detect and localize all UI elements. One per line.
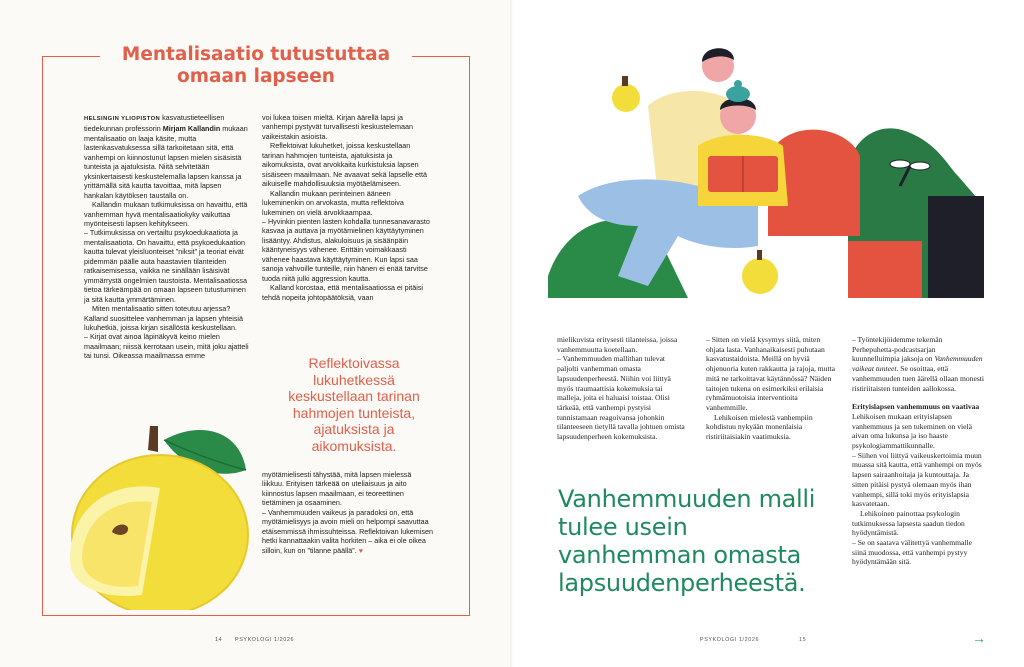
- pull-quote: Reflektoivassa lukuhetkessä keskustellaan tarinan hahmojen tunteista, ajatuksista ja aikomuksista.: [288, 355, 420, 454]
- title-line-1: Mentalisaatio tutustuttaa: [121, 44, 391, 65]
- title-line-2: omaan lapseen: [177, 66, 335, 87]
- left-column-2: [262, 113, 434, 302]
- right-column-3: [852, 335, 984, 567]
- paragraph: – Hyvinkin pienten lasten kohdalla tunnesanavarasto kasvaa ja auttava ja myötämielinen käyttäytyminen lisääntyy. Ahdistus, alakuloisuus ja sisäänpäin kääntyneisyys vähenee. Erittäin voimakkaasti vähenee haastava käyttäytyminen. Kun lapsi saa sanoja vahvoille tunteille, niin hänen ei enää tarvitse tuoda niitä julki aggression kautta.: [262, 216, 430, 283]
- page-gutter: [510, 0, 514, 667]
- paragraph: – Sitten on vielä kysymys siitä, miten ohjata lasta. Vanhanaikaisesti puhutaan kasvatustaidoista. Meillä on hyviä ohjenuoria kuten rakkautta ja rajoja, mutta mitä ne tarkoittavat käytännössä? Näiden taitojen tukena on esimerkiksi erilaisia ryhmämuotoisia interventioita vanhemmille.: [706, 335, 836, 412]
- folio-number-right: 15: [799, 637, 807, 643]
- left-column-3: [262, 470, 434, 555]
- lead-text: kasvatustieteellisen tiedekunnan professorin: [84, 113, 225, 134]
- paragraph: – Siihen voi liittyä vaikeuskertoimia muun muassa sitä kautta, että vanhempi on myös lapsen sairaanhoitaja ja kuntouttaja. Ja sitten pitäisi pystyä olemaan myös ihan vanhempi, sillä toki myös erityislapsia kasvatetaan.: [852, 450, 982, 509]
- paragraph: – Se on saatava välitettyä vanhemmalle siinä muodossa, että vanhempi pystyy hyödyntämään sitä.: [852, 538, 972, 567]
- reading-family-illustration: [548, 36, 988, 306]
- folio-title-left: PSYKOLOGI 1/2026: [235, 637, 295, 643]
- lead-text-end: mukaan mentalisaatio on laaja käsite, mutta lastenkasvatuksessa sillä tarkoitetaan sitä, että vanhempi on kiinnostunut lapsen mielen sisäsistä tunteista ja ajatuksista. Niitä selvitetään yksinkertaisesti keskustelemalla lapsen kanssa ja yrittämällä sitä kautta tavoittaa, mitä lapsen hankalan käytöksen taustalla on.: [84, 124, 248, 200]
- subheading: Erityislapsen vanhemmuus on vaativaa: [852, 402, 980, 412]
- big-pull-quote: Vanhemmuuden malli tulee usein vanhemman omasta lapsuudenperheestä.: [558, 485, 816, 597]
- paragraph: myötämielisesti tähystää, mitä lapsen mielessä liikkuu. Erityisen tärkeää on uteliaisuus ja aito kiinnostus lapsen maailmaan, ei teoreettinen tietäminen ja osaaminen.: [262, 470, 412, 508]
- apple-icon: [742, 258, 778, 294]
- arrow-right-icon[interactable]: →: [972, 630, 986, 646]
- paragraph: [262, 508, 434, 555]
- paragraph: Lehikoisen mukaan erityislapsen vanhemmuus ja sen tukeminen on vielä aivan oma lukunsa ja iso haaste psykologiammattikunnalle.: [852, 411, 972, 451]
- folio-title-right: PSYKOLOGI 1/2026: [700, 637, 760, 643]
- paragraph: Kallandin mukaan tutkimuksissa on havaittu, että vanhemman hyvä mentalisaatiokyky vaikuttaa myönteisesti lapsen kehitykseen.: [84, 200, 248, 228]
- paragraph: [84, 113, 249, 200]
- paragraph: Miten mentalisaatio sitten toteutuu arjessa? Kalland suosittelee vanhemman ja lapsen yhteisiä lukuhetkiä, joissa kirjan sisällöstä keskustellaan.: [84, 304, 244, 332]
- right-column-2: [706, 335, 836, 442]
- paragraph: Lehikoisen mielestä vanhempiin kohdistuu nykyään monenlaisia ristiriitaisiakin vaatimuksia.: [706, 412, 813, 442]
- right-column-1: [557, 335, 687, 442]
- sidebar-box-title: [100, 44, 412, 88]
- paragraph: Lehikoinen painottaa psykologin tutkimuksessa lapsesta saadun tiedon hyödyntämistä.: [852, 508, 965, 538]
- paragraph: – Tutkimuksissa on vertailtu psykoedukaatiota ja mentalisaatiota. On havaittu, että psykoedukaation kautta tulevat yleisluonteiset ”niksit” ja teoriat eivät pidemmän päälle auta haastavien tilanteiden ratkaisemisessa, vaikka ne sinällään lisäisivät ymmärrystä ongelmien taustoista. Mentalisaatiossa tietoa tärkeämpää on omaan lapseen tutustuminen ja sitä kautta ymmärtäminen.: [84, 228, 247, 304]
- paragraph: voi lukea toisen mieltä. Kirjan äärellä lapsi ja vanhempi pystyvät turvallisesti keskustelemaan vaikeistakin asioista.: [262, 113, 414, 141]
- paragraph: Reflektoivat lukuhetket, joissa keskustellaan tarinan hahmojen tunteista, ajatuksista ja aikomuksista, ovat arvokkaita kurkistuksia lapsen sisäiseen maailmaan. Ne avaavat sekä lapselle että aikuiselle mahdollisuuksia myötäelämiseen.: [262, 141, 428, 189]
- paragraph: Kalland korostaa, että mentalisaatiossa ei pitäisi tehdä nopeita johtopäätöksiä, vaan: [262, 283, 424, 302]
- paragraph: [852, 335, 984, 393]
- lemon-illustration: [50, 410, 250, 610]
- lead-caps: HELSINGIN YLIOPISTON: [84, 116, 161, 122]
- podcast-episode-title: Vanhemmuuden vaikeat tunteet: [852, 354, 983, 374]
- paragraph: – Kirjat ovat ainoa läpinäkyvä keino mielen maailmaan; niissä kerrotaan usein, mitä joku ajatteli tai tunsi. Oikeassa maailmassa emme: [84, 332, 249, 361]
- paragraph-text: – Vanhemmuuden vaikeus ja paradoksi on, että myötämielisyys ja avoin mieli on helpompi saavuttaa etäisemmissä ihmissuhteissa. Reflektoivan lukemisen hetki kannattaakin valita horkiten – aika ei ole oikea silloin, kun on ”tilanne päällä”.: [262, 507, 433, 555]
- person-name: Mirjam Kallandin: [162, 124, 221, 134]
- left-column-1: [84, 113, 249, 361]
- paragraph-text: . Se osoittaa, että vanhemmuuden tuen äärellä ollaan monesti ristiriitaisten tunteiden aallokossa.: [852, 364, 985, 393]
- paragraph: Kallandin mukaan perinteinen ääneen lukeminenkin on arvokasta, mutta reflektoiva lukeminen on vielä arvokkaampaa.: [262, 188, 404, 217]
- heart-icon: ♥: [358, 545, 363, 555]
- paragraph: – Vanhemmuuden mallithan tulevat paljolti vanhemman omasta lapsuudenperheestä. Niihin voi liittyä myös traumaattisia kokemuksia tai malleja, joita ei haluaisi toistaa. Olisi tärkeää, että vanhempi pystyisi tunnistamaan reagoivansa johonkin tilanteeseen tietyllä tavalla johtuen omista lapsuudenperheen kokemuksista.: [557, 354, 685, 442]
- folio-number-left: 14: [215, 637, 223, 643]
- paragraph-text: – Työntekijöidemme tekemän Perhepuhetta-podcastsarjan kuunnelluimpia jaksoja on: [852, 335, 943, 364]
- paragraph: mielikuvista eritysesti tilanteissa, joissa vanhemmuutta koetellaan.: [557, 335, 678, 354]
